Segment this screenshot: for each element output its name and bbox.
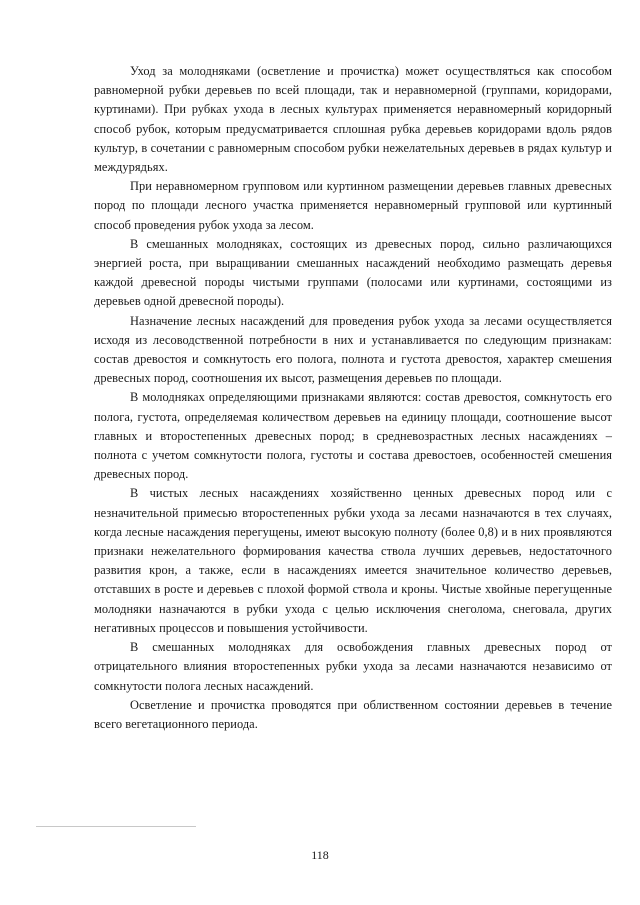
document-body (94, 62, 612, 734)
paragraph: В смешанных молодняках для освобождения главных древесных пород от отрицательного влияния второстепенных рубки ухода за лесами назначаются независимо от сомкнутости полога лесных насаждений. (94, 640, 612, 693)
paragraph: Осветление и прочистка проводятся при облиственном состоянии деревьев в течение всего вегетационного периода. (94, 697, 612, 731)
paragraph: Назначение лесных насаждений для проведения рубок ухода за лесами осуществляется исходя из лесоводственной потребности в них и устанавливается по следующим признакам: состав древостоя и сомкнутость его полога, полнота и густота древостоя, характер смешения древесных пород, соотношения их высот, размещения деревьев по площади. (94, 313, 612, 386)
paragraph: В молодняках определяющими признаками являются: состав древостоя, сомкнутость его полога, густота, определяемая количеством деревьев на единицу площади, соотношение высот главных и второстепенных древесных пород; в средневозрастных лесных насаждениях – полнота с учетом сомкнутости полога, густоты и состава древостоев, особенностей смешения древесных пород. (94, 390, 612, 482)
footer-divider (36, 826, 196, 827)
paragraph: При неравномерном групповом или куртинном размещении деревьев главных древесных пород по площади лесного участка применяется неравномерный групповой или куртинный способ проведения рубок ухода за лесом. (94, 179, 612, 232)
page-number: 118 (311, 848, 329, 862)
paragraph: В чистых лесных насаждениях хозяйственно ценных древесных пород или с незначительной примесью второстепенных рубки ухода за лесами назначаются в тех случаях, когда лесные насаждения перегущены, имеют высокую полноту (более 0,8) и в них проявляются признаки нежелательного формирования качества ствола лучших деревьев, недостаточного развития крон, а также, если в насаждениях имеется значительное количество деревьев, отставших в росте и деревьев с плохой формой ствола и кроны. Чистые хвойные перегущенные молодняки назначаются в рубки ухода с целью исключения снеголома, снеговала, других негативных процессов и повышения устойчивости. (94, 486, 612, 635)
paragraph: Уход за молодняками (осветление и прочистка) может осуществляться как способом равномерной рубки деревьев по всей площади, так и неравномерной (группами, коридорами, куртинами). При рубках ухода в лесных культурах применяется неравномерный коридорный способ рубок, которым предусматривается сплошная рубка деревьев коридорами вдоль рядов культур, в сочетании с равномерным способом рубки нежелательных деревьев в рядах культур и междурядьях. (94, 64, 612, 175)
paragraph: В смешанных молодняках, состоящих из древесных пород, сильно различающихся энергией роста, при выращивании смешанных насаждений необходимо размещать деревья каждой древесной породы чистыми группами (полосами или куртинами, состоящими из деревьев одной древесной породы). (94, 236, 612, 309)
